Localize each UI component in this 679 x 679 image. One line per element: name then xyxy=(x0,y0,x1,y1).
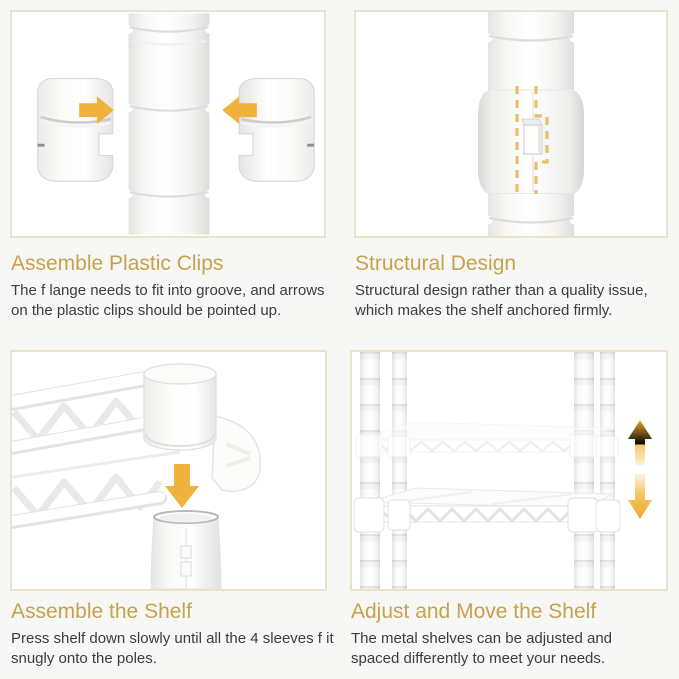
clip-tab xyxy=(522,119,542,154)
section-body: Structural design rather than a quality issue, which makes the shelf anchored firmly. xyxy=(355,282,648,319)
figure-adjust-shelf xyxy=(350,350,668,591)
card-assemble-plastic-clips xyxy=(10,10,326,320)
wire-shelf-corner xyxy=(12,375,260,523)
card-structural-design xyxy=(354,10,668,320)
pole-top xyxy=(151,511,221,589)
figure-assemble-shelf xyxy=(10,350,327,591)
card-assemble-the-shelf xyxy=(10,350,334,668)
arrow-down-icon xyxy=(628,474,652,519)
section-body: The f lange needs to fit into groove, and arrows on the plastic clips should be pointed up. xyxy=(11,282,325,319)
section-heading: Structural Design xyxy=(355,252,517,275)
figure-structural-design xyxy=(354,10,668,238)
plastic-clip-right xyxy=(239,79,314,182)
lower-shelf xyxy=(354,488,620,532)
plastic-clips-illustration xyxy=(12,12,324,236)
corner-sleeve xyxy=(144,364,216,450)
section-body: Press shelf down slowly until all the 4 sleeves f it snugly onto the poles. xyxy=(11,630,334,667)
figure-plastic-clips xyxy=(10,10,326,238)
assemble-shelf-illustration xyxy=(12,352,325,589)
adjust-shelf-illustration xyxy=(352,352,666,589)
arrow-up-icon xyxy=(628,420,652,465)
card-adjust-move-shelf xyxy=(350,350,668,668)
section-heading: Assemble the Shelf xyxy=(11,600,192,623)
section-body: The metal shelves can be adjusted and spaced differently to meet your needs. xyxy=(351,630,612,667)
upper-shelf xyxy=(356,422,618,458)
arrow-down-icon xyxy=(165,464,199,508)
structural-design-illustration xyxy=(356,12,666,236)
plastic-clip-left xyxy=(38,79,113,182)
section-heading: Adjust and Move the Shelf xyxy=(351,600,597,623)
pole-graphic xyxy=(124,13,214,234)
section-heading: Assemble Plastic Clips xyxy=(11,252,224,275)
poles xyxy=(360,352,615,589)
